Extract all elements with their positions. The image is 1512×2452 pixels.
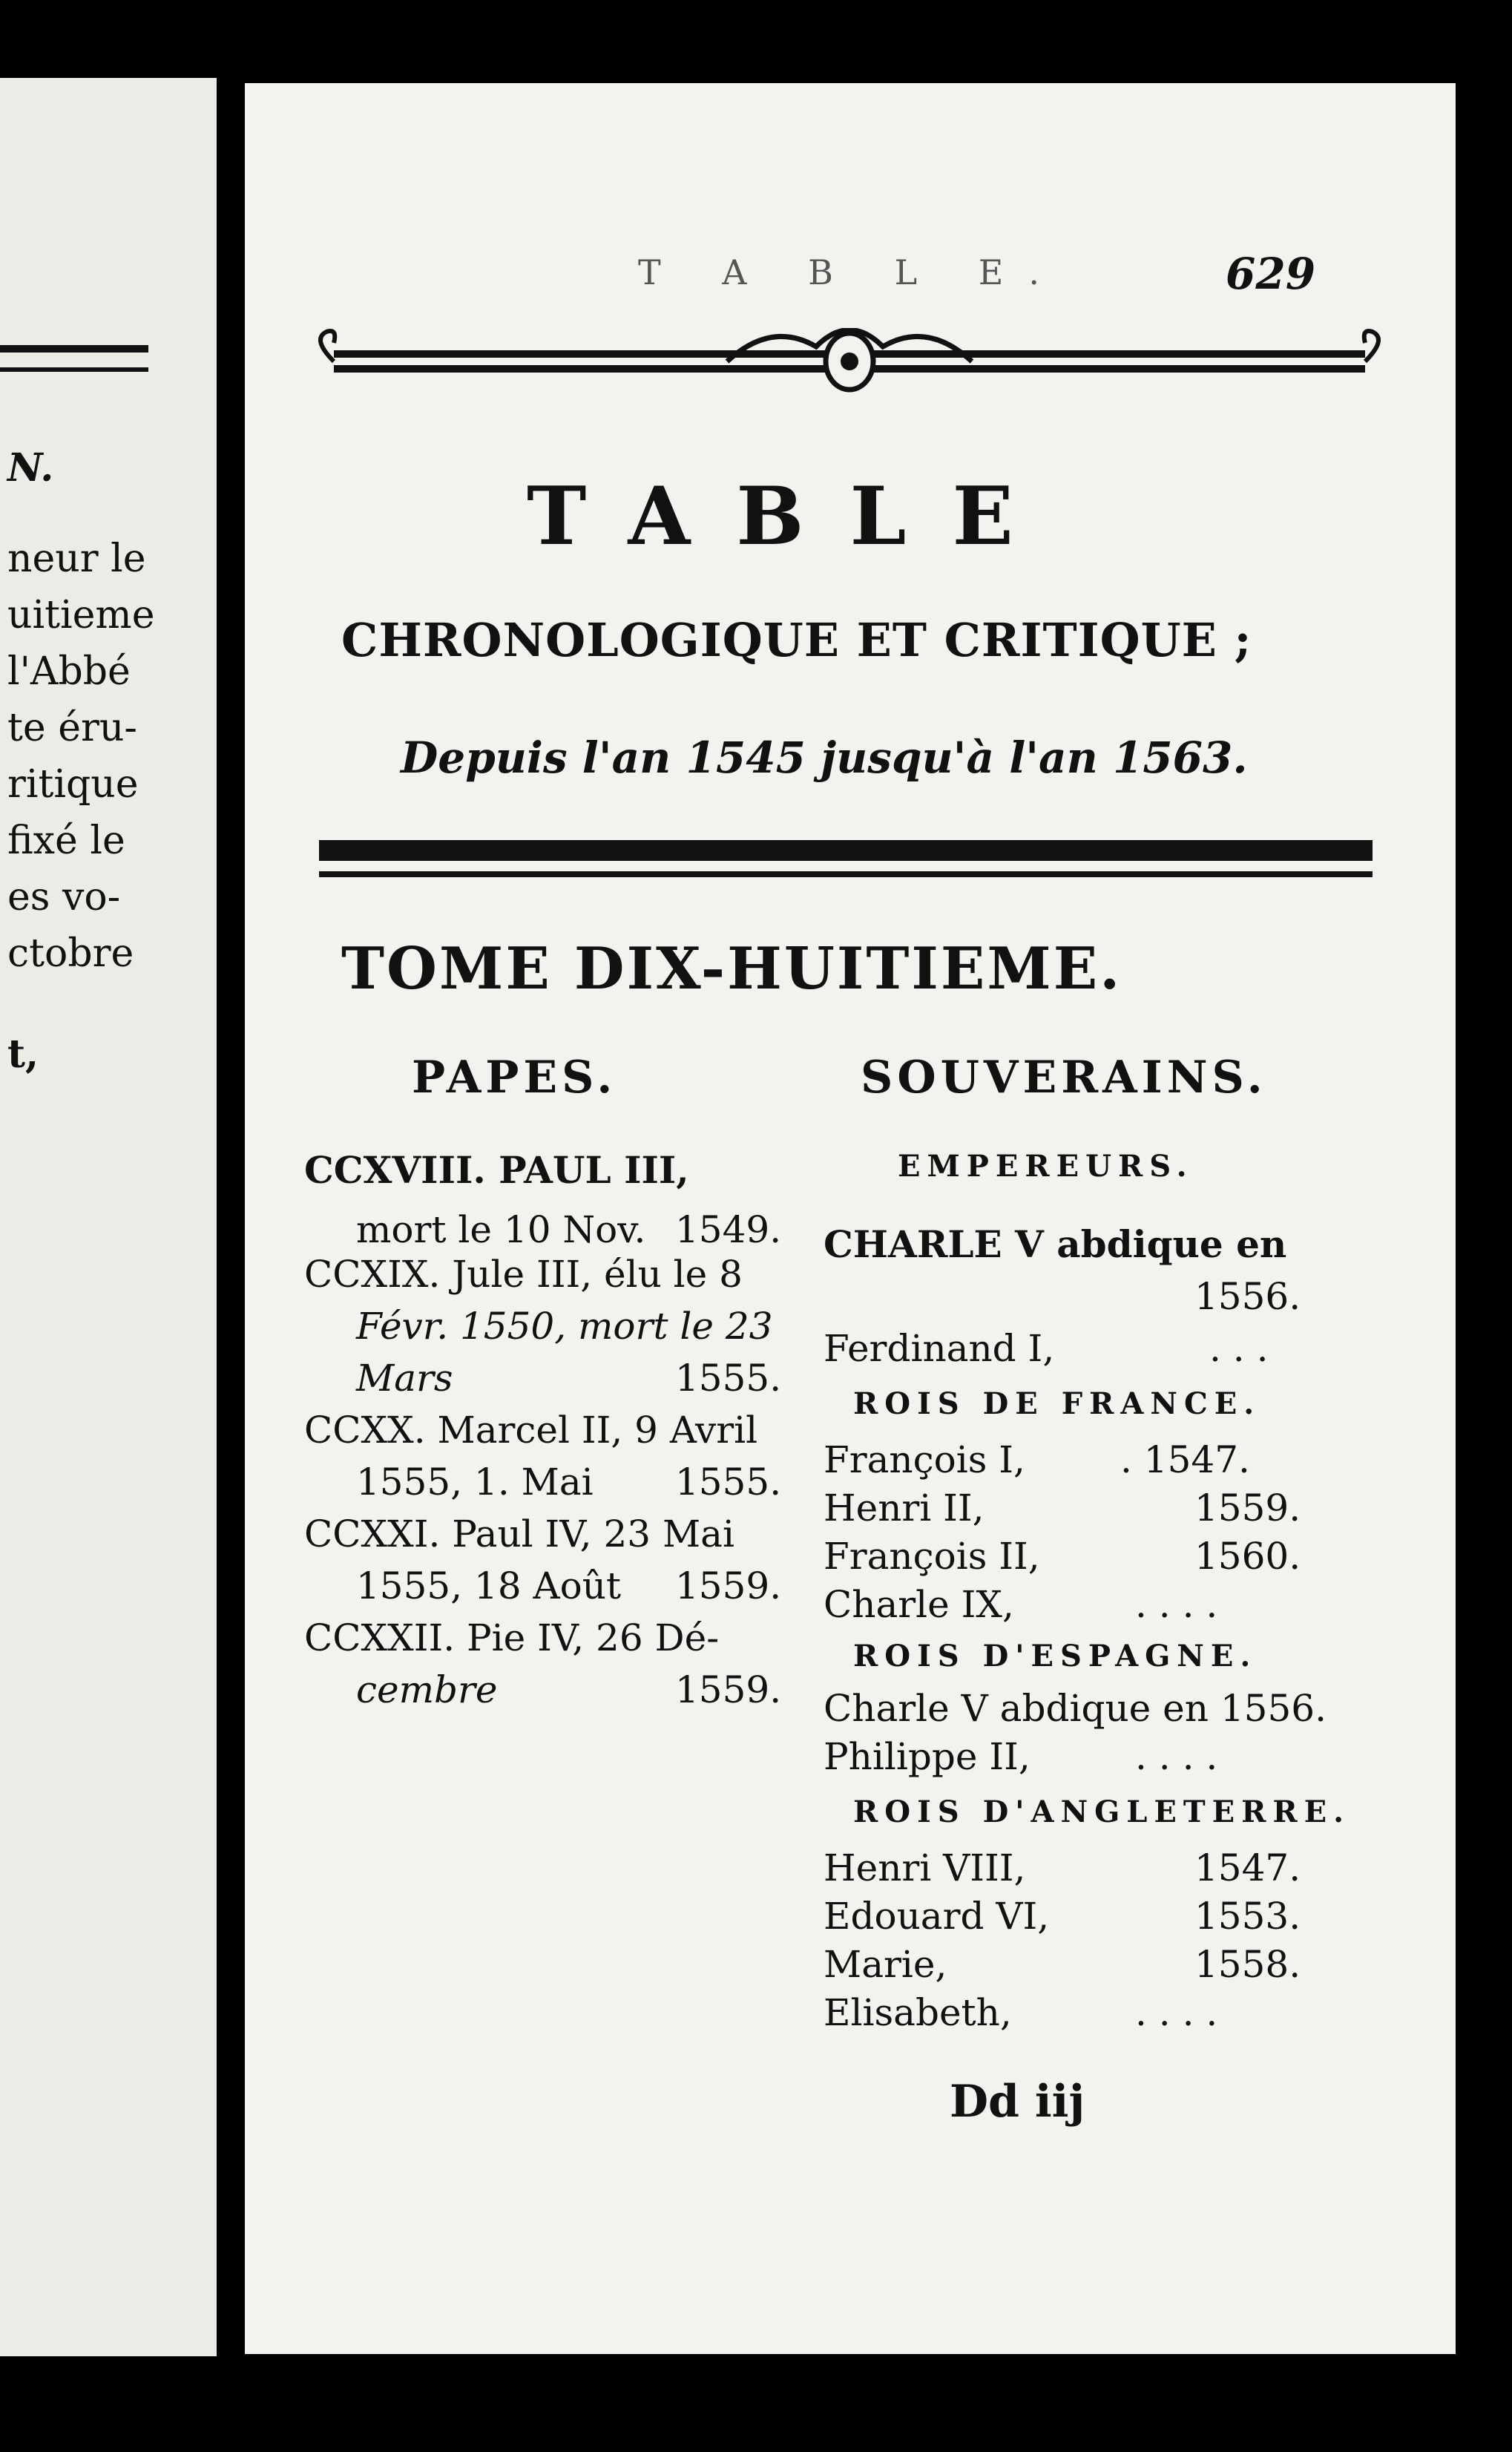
sovereign-name: CHARLE V abdique en — [824, 1222, 1287, 1266]
pope-entry-line: CCXX. Marcel II, 9 Avril — [304, 1409, 758, 1452]
pope-year: 1549. — [675, 1208, 782, 1251]
sovereign-name: François II, — [824, 1535, 1040, 1578]
pope-year: 1555. — [675, 1357, 782, 1400]
sovereign-year: 1559. — [1194, 1486, 1301, 1530]
left-double-rule-bottom — [0, 367, 148, 372]
page-title: TABLE — [527, 470, 1059, 563]
date-range: Depuis l'an 1545 jusqu'à l'an 1563. — [401, 732, 1248, 783]
sovereign-name: François I, — [824, 1438, 1025, 1481]
group-label: EMPEREURS. — [898, 1149, 1194, 1184]
ornament-headpiece — [312, 328, 1387, 395]
pope-entry-line: Mars — [356, 1357, 453, 1400]
pope-entry-line: 1555, 18 Août — [356, 1564, 622, 1607]
sovereign-year: . 1547. — [1120, 1438, 1250, 1481]
sovereign-name: Edouard VI, — [824, 1895, 1050, 1938]
left-page-fragment — [0, 78, 217, 2356]
left-line: neur le — [7, 537, 146, 581]
left-line: fixé le — [7, 819, 125, 863]
sovereign-year: 1547. — [1194, 1846, 1301, 1889]
pope-year: 1559. — [675, 1668, 782, 1711]
sovereign-name: Henri VIII, — [824, 1846, 1026, 1889]
sovereign-name: Philippe II, — [824, 1735, 1031, 1778]
left-line: te éru- — [7, 706, 137, 750]
pope-entry-line: Févr. 1550, mort le 23 — [356, 1305, 773, 1348]
running-title: T A B L E. — [638, 252, 1065, 292]
left-line: ctobre — [7, 931, 134, 976]
subtitle: CHRONOLOGIQUE ET CRITIQUE ; — [341, 613, 1252, 667]
sovereign-name: Elisabeth, — [824, 1991, 1012, 2034]
sovereign-year: 1558. — [1194, 1943, 1301, 1986]
pope-entry-line: mort le 10 Nov. — [356, 1208, 646, 1251]
left-line: l'Abbé — [7, 649, 131, 694]
left-line: es vo- — [7, 875, 121, 920]
pope-entry-line: cembre — [356, 1668, 498, 1711]
pope-entry-line: CCXXI. Paul IV, 23 Mai — [304, 1512, 734, 1556]
sovereign-year: . . . — [1209, 1327, 1269, 1370]
sovereign-name: Charle V abdique en 1556. — [824, 1687, 1327, 1730]
souverains-heading: SOUVERAINS. — [861, 1052, 1267, 1104]
pope-entry-line: CCXVIII. PAUL III, — [304, 1148, 689, 1192]
pope-entry-line: CCXIX. Jule III, élu le 8 — [304, 1253, 743, 1296]
sovereign-year: . . . . — [1135, 1583, 1218, 1626]
sovereign-name: Charle IX, — [824, 1583, 1014, 1626]
sovereign-year: 1556. — [1194, 1275, 1301, 1318]
group-label: ROIS D'ESPAGNE. — [853, 1639, 1258, 1674]
group-label: ROIS D'ANGLETERRE. — [853, 1794, 1351, 1829]
thick-rule — [319, 840, 1373, 861]
sovereign-year: . . . . — [1135, 1735, 1218, 1778]
sovereign-year: 1553. — [1194, 1895, 1301, 1938]
sovereign-year: . . . . — [1135, 1991, 1218, 2034]
papes-heading: PAPES. — [412, 1052, 617, 1104]
group-label: ROIS DE FRANCE. — [853, 1386, 1261, 1421]
sovereign-name: Marie, — [824, 1943, 947, 1986]
left-line: ritique — [7, 762, 139, 807]
signature-mark: Dd iij — [950, 2076, 1085, 2128]
left-line: uitieme — [7, 593, 155, 637]
pope-entry-line: CCXXII. Pie IV, 26 Dé- — [304, 1616, 720, 1659]
sovereign-name: Ferdinand I, — [824, 1327, 1055, 1370]
book-page — [245, 83, 1456, 2354]
pope-year: 1559. — [675, 1564, 782, 1607]
left-line: N. — [7, 445, 54, 491]
pope-year: 1555. — [675, 1461, 782, 1504]
left-double-rule-top — [0, 345, 148, 353]
left-line: t, — [7, 1032, 39, 1077]
tome-heading: TOME DIX-HUITIEME. — [341, 935, 1123, 1003]
pope-entry-line: 1555, 1. Mai — [356, 1461, 594, 1504]
sovereign-year: 1560. — [1194, 1535, 1301, 1578]
thin-rule — [319, 871, 1373, 877]
page-number: 629 — [1226, 249, 1316, 299]
sovereign-name: Henri II, — [824, 1486, 985, 1530]
